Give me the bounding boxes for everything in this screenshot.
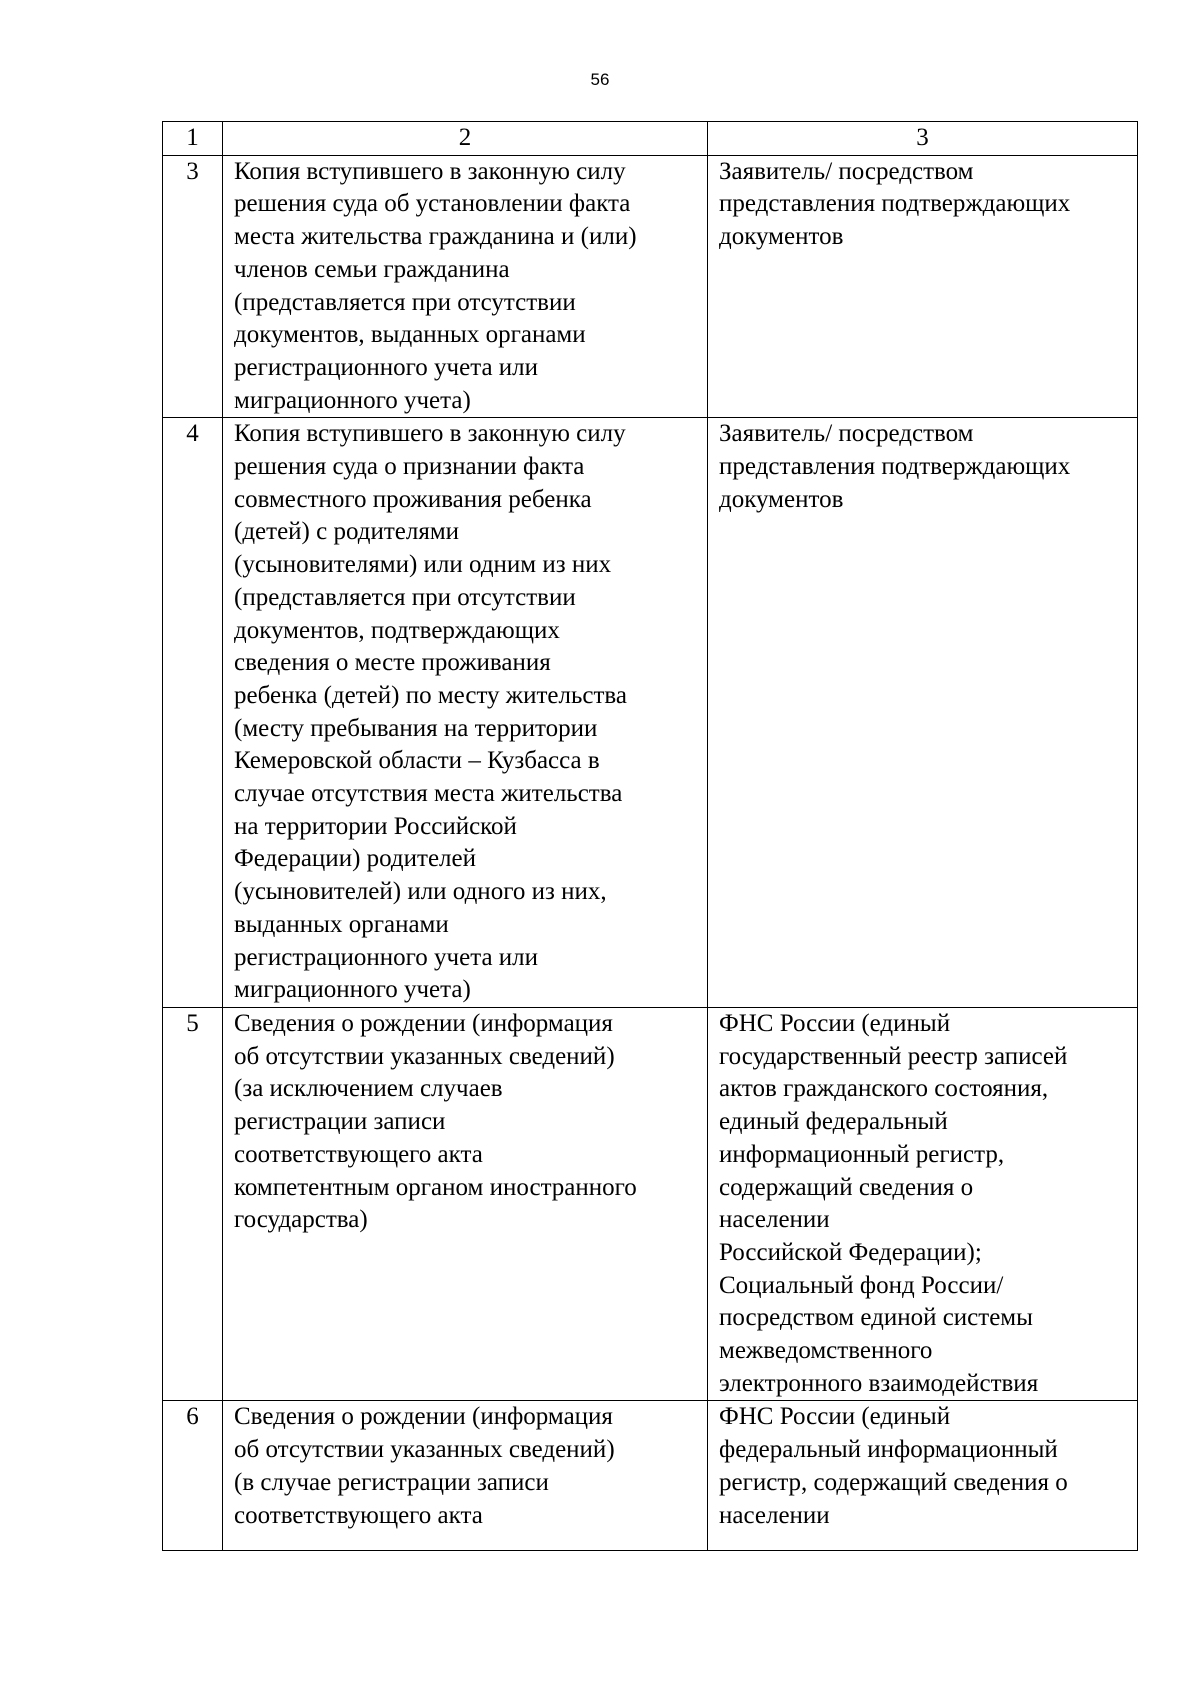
cell-text-line: (месту пребывания на территории xyxy=(234,714,598,742)
cell-text-line: миграционного учета) xyxy=(234,976,471,1004)
cell-text-line: на территории Российской xyxy=(234,812,517,840)
cell-text-line: об отсутствии указанных сведений) xyxy=(234,1436,615,1464)
document-description-cell xyxy=(223,1007,708,1400)
table-row xyxy=(163,1007,1138,1400)
document-description-cell xyxy=(223,418,708,1008)
document-source-cell xyxy=(708,418,1138,1008)
cell-text-line: выданных органами xyxy=(234,910,449,938)
cell-text-line: ФНС России (единый xyxy=(719,1009,951,1037)
row-number: 5 xyxy=(163,1007,223,1400)
cell-text-line: представления подтверждающих xyxy=(719,453,1071,481)
cell-text-line: решения суда о признании факта xyxy=(234,453,585,481)
cell-text-line: регистрационного учета или xyxy=(234,353,539,381)
cell-text-line: документов, подтверждающих xyxy=(234,616,560,644)
cell-text-line: Копия вступившего в законную силу xyxy=(234,420,626,448)
document-description-cell xyxy=(223,1401,708,1551)
cell-text-line: актов гражданского состояния, xyxy=(719,1075,1049,1103)
column-header-1: 1 xyxy=(163,122,223,156)
cell-text-line: государства) xyxy=(234,1206,368,1234)
cell-text-line: государственный реестр записей xyxy=(719,1042,1068,1070)
cell-text-line: Сведения о рождении (информация xyxy=(234,1403,613,1431)
cell-text-line: Социальный фонд России/ xyxy=(719,1271,1004,1299)
cell-text-line: единый федеральный xyxy=(719,1108,948,1136)
document-source-cell xyxy=(708,1401,1138,1551)
document-source-cell xyxy=(708,1007,1138,1400)
cell-text-line: содержащий сведения о xyxy=(719,1173,974,1201)
cell-text-line: сведения о месте проживания xyxy=(234,649,551,677)
column-header-2: 2 xyxy=(223,122,708,156)
cell-text-line: (детей) с родителями xyxy=(234,518,460,546)
cell-text-line: (в случае регистрации записи xyxy=(234,1468,549,1496)
cell-text-line: регистрационного учета или xyxy=(234,943,539,971)
cell-text-line: посредством единой системы xyxy=(719,1304,1033,1332)
document-table xyxy=(162,121,1138,1551)
cell-text-line: членов семьи гражданина xyxy=(234,255,510,283)
cell-text-line: ребенка (детей) по месту жительства xyxy=(234,681,627,709)
cell-text-line: электронного взаимодействия xyxy=(719,1369,1039,1397)
cell-text-line: Копия вступившего в законную силу xyxy=(234,157,626,185)
cell-text-line: регистр, содержащий сведения о xyxy=(719,1468,1068,1496)
table-body xyxy=(163,155,1138,1551)
row-number: 3 xyxy=(163,155,223,418)
cell-text-line: федеральный информационный xyxy=(719,1436,1058,1464)
cell-text-line: населении xyxy=(719,1206,830,1234)
cell-text-line: места жительства гражданина и (или) xyxy=(234,223,637,251)
cell-text-line: миграционного учета) xyxy=(234,386,471,414)
cell-text-line: Российской Федерации); xyxy=(719,1238,982,1266)
cell-text-line: Кемеровской области – Кузбасса в xyxy=(234,747,600,775)
cell-text-line: (усыновителями) или одним из них xyxy=(234,551,612,579)
row-number: 4 xyxy=(163,418,223,1008)
cell-text-line: соответствующего акта xyxy=(234,1501,483,1529)
document-description-cell xyxy=(223,155,708,418)
cell-text-line: документов xyxy=(719,223,844,251)
cell-text-line: Заявитель/ посредством xyxy=(719,420,974,448)
cell-text-line: случае отсутствия места жительства xyxy=(234,780,623,808)
cell-text-line: об отсутствии указанных сведений) xyxy=(234,1042,615,1070)
table-row xyxy=(163,1401,1138,1551)
cell-text-line: документов, выданных органами xyxy=(234,321,586,349)
cell-text-line: документов xyxy=(719,485,844,513)
cell-text-line: совместного проживания ребенка xyxy=(234,485,592,513)
cell-text-line: межведомственного xyxy=(719,1337,933,1365)
cell-text-line: (за исключением случаев xyxy=(234,1075,503,1103)
cell-text-line: регистрации записи xyxy=(234,1108,446,1136)
cell-text-line: Федерации) родителей xyxy=(234,845,476,873)
row-number: 6 xyxy=(163,1401,223,1551)
table-row xyxy=(163,418,1138,1008)
table-row xyxy=(163,155,1138,418)
cell-text-line: Заявитель/ посредством xyxy=(719,157,974,185)
document-source-cell xyxy=(708,155,1138,418)
cell-text-line: (представляется при отсутствии xyxy=(234,288,576,316)
cell-text-line: населении xyxy=(719,1501,830,1529)
cell-text-line: (представляется при отсутствии xyxy=(234,583,576,611)
cell-text-line: (усыновителей) или одного из них, xyxy=(234,878,607,906)
cell-text-line: компетентным органом иностранного xyxy=(234,1173,637,1201)
cell-text-line: Сведения о рождении (информация xyxy=(234,1009,613,1037)
cell-text-line: ФНС России (единый xyxy=(719,1403,951,1431)
table-header-row xyxy=(163,122,1138,156)
page-number: 56 xyxy=(590,70,610,89)
cell-text-line: представления подтверждающих xyxy=(719,190,1071,218)
cell-text-line: решения суда об установлении факта xyxy=(234,190,631,218)
cell-text-line: информационный регистр, xyxy=(719,1140,1005,1168)
cell-text-line: соответствующего акта xyxy=(234,1140,483,1168)
column-header-3: 3 xyxy=(708,122,1138,156)
